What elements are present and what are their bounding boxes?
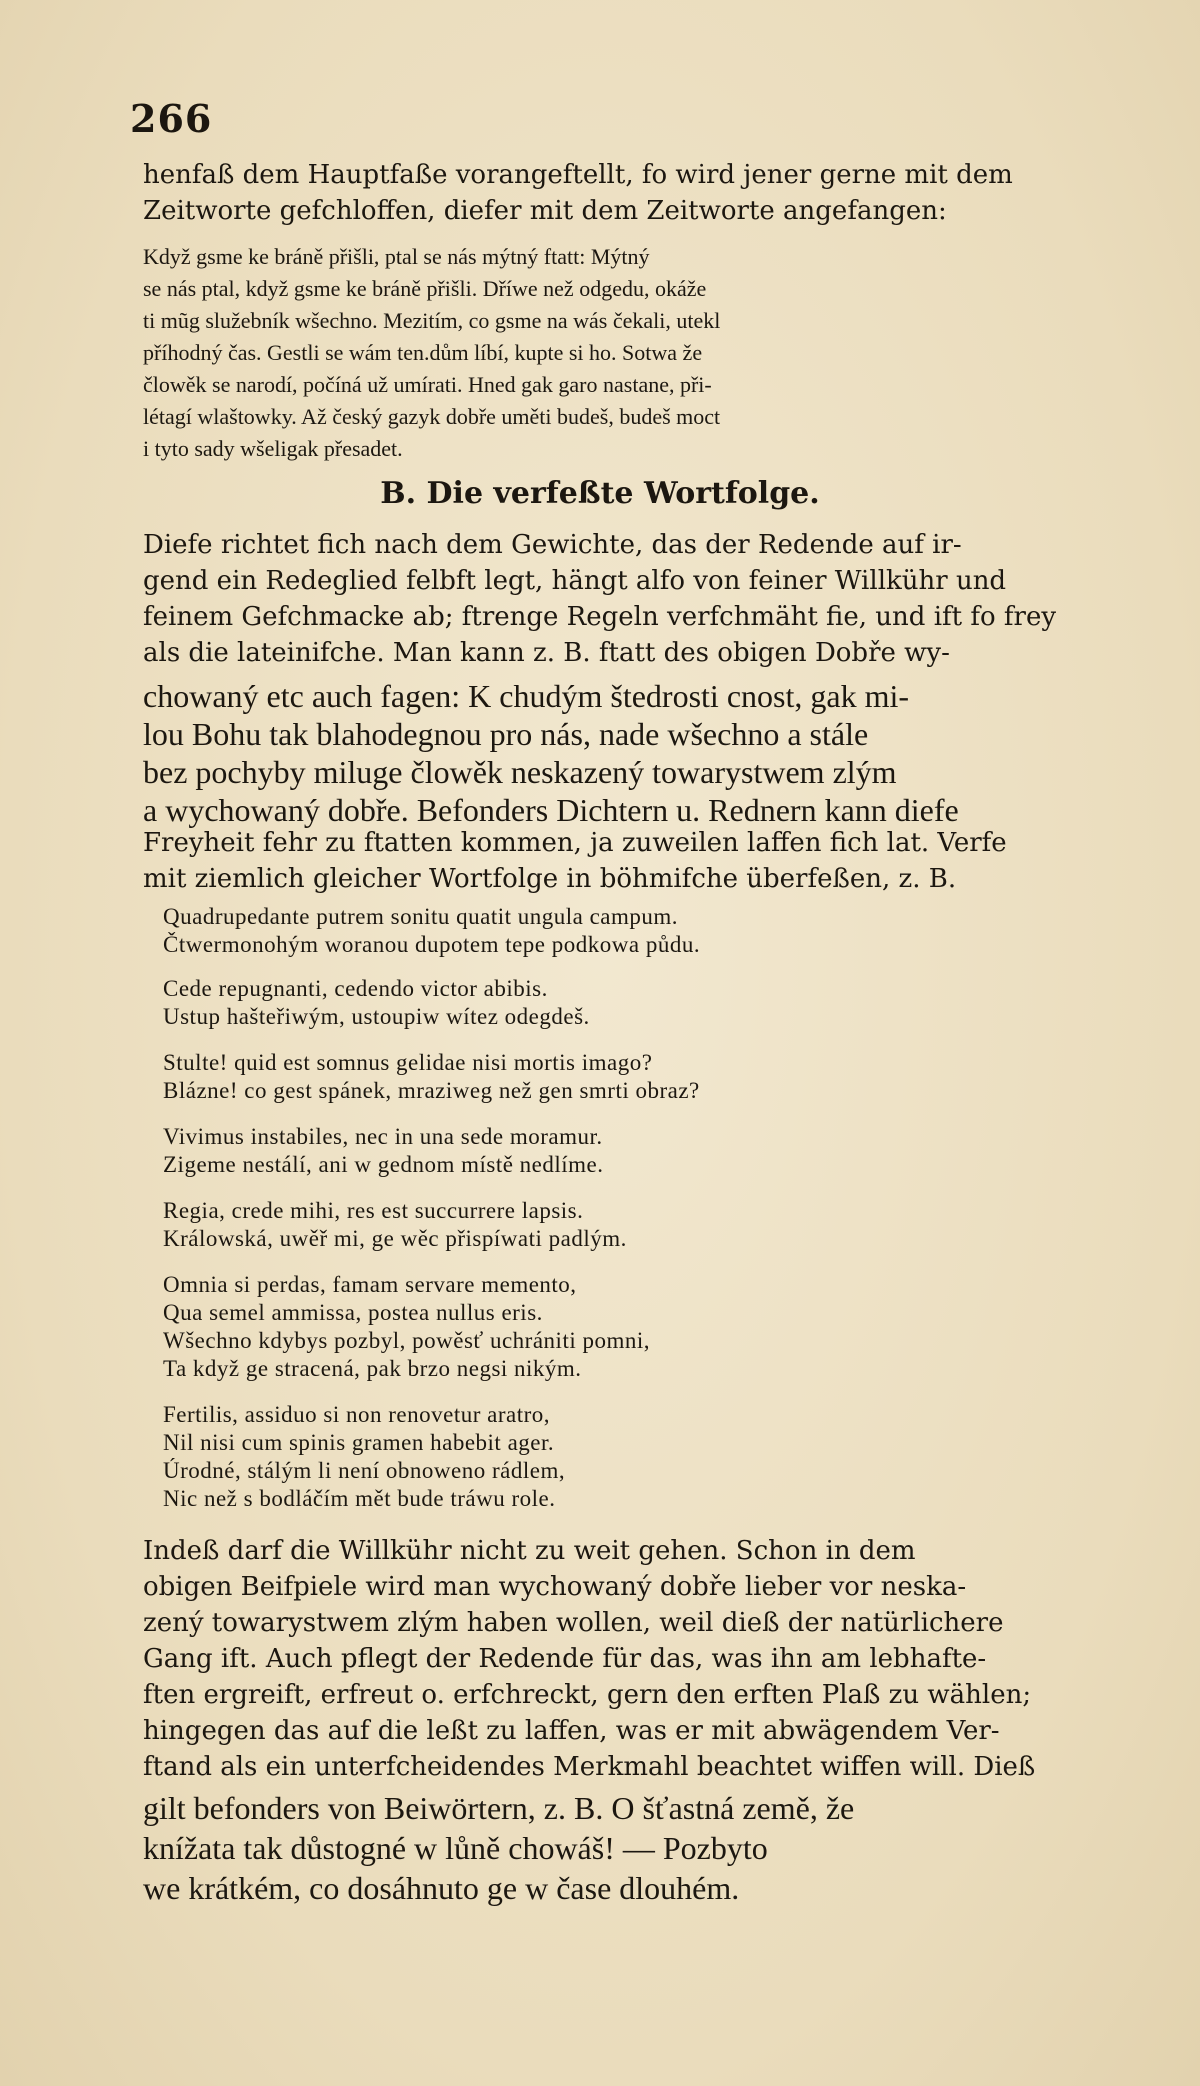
- verse-line: Úrodné, stálým li není obnoweno rádlem,: [163, 1458, 566, 1483]
- verse-line: Ta když ge stracená, pak brzo negsi nikým.: [163, 1356, 582, 1381]
- verse-line: Čtwermonohým woranou dupotem tepe podkowa půdu.: [163, 932, 701, 957]
- verse-line: Qua semel ammissa, postea nullus eris.: [163, 1300, 543, 1325]
- verse-line: Omnia si perdas, famam servare memento,: [163, 1272, 577, 1297]
- paragraph-line: gend ein Redeglied felbft legt, hängt alfo von feiner Willkühr und: [143, 566, 1007, 596]
- paragraph-line: mit ziemlich gleicher Wortfolge in böhmifche überfeßen, z. B.: [143, 864, 957, 894]
- czech-example-line: se nás ptal, když gsme ke bráně přišli. Dříwe než odgedu, okáže: [143, 276, 707, 301]
- czech-example-line: člowěk se narodí, počíná už umírati. Hned gak garo nastane, při-: [143, 372, 712, 397]
- verse-line: Fertilis, assiduo si non renovetur aratro,: [163, 1402, 551, 1427]
- paragraph-line: bez pochyby miluge člowěk neskazený towarystwem zlým: [143, 754, 897, 790]
- paragraph-line: Freyheit fehr zu ftatten kommen, ja zuweilen laffen fich lat. Verfe: [143, 828, 1007, 858]
- paragraph-line: feinem Gefchmacke ab; ftrenge Regeln verfchmäht fie, und ift fo frey: [143, 602, 1057, 632]
- section-heading: B. Die verfeßte Wortfolge.: [380, 476, 820, 511]
- paragraph-line: Indeß darf die Willkühr nicht zu weit gehen. Schon in dem: [143, 1536, 916, 1566]
- verse-line: Nic než s bodláčím mět bude tráwu role.: [163, 1486, 556, 1511]
- verse-line: Ustup hašteřiwým, ustoupiw wítez odegdeš.: [163, 1004, 590, 1029]
- czech-example-line: Když gsme ke bráně přišli, ptal se nás mýtný ftatt: Mýtný: [143, 244, 650, 269]
- verse-line: Vivimus instabiles, nec in una sede moramur.: [163, 1124, 603, 1149]
- paragraph-line: lou Bohu tak blahodegnou pro nás, nade wšechno a stále: [143, 716, 869, 752]
- verse-line: Cede repugnanti, cedendo victor abibis.: [163, 976, 548, 1001]
- verse-line: Stulte! quid est somnus gelidae nisi mortis imago?: [163, 1050, 653, 1075]
- verse-line: Zigeme nestálí, ani w gednom místě nedlíme.: [163, 1152, 604, 1177]
- intro-line: Zeitworte gefchloffen, diefer mit dem Zeitworte angefangen:: [143, 196, 947, 226]
- paragraph-line: ftand als ein unterfcheidendes Merkmahl beachtet wiffen will. Dieß: [143, 1752, 1036, 1782]
- czech-example-line: létagí wlaštowky. Až český gazyk dobře uměti budeš, budeš moct: [143, 404, 721, 429]
- paragraph-line: we krátkém, co dosáhnuto ge w čase dlouhém.: [143, 1870, 740, 1906]
- verse-line: Wšechno kdybys pozbyl, powěsť uchrániti pomni,: [163, 1328, 650, 1353]
- paragraph-line: Diefe richtet fich nach dem Gewichte, das der Redende auf ir-: [143, 530, 962, 560]
- paragraph-line: Gang ift. Auch pflegt der Redende für das, was ihn am lebhafte-: [143, 1644, 987, 1674]
- verse-line: Blázne! co gest spánek, mraziweg než gen smrti obraz?: [163, 1078, 700, 1103]
- intro-line: henfaß dem Hauptfaße vorangeftellt, fo wird jener gerne mit dem: [143, 160, 1013, 190]
- czech-example-line: příhodný čas. Gestli se wám ten.dům líbí, kupte si ho. Sotwa že: [143, 340, 703, 365]
- paragraph-line: zený towarystwem zlým haben wollen, weil dieß der natürlichere: [143, 1608, 1004, 1638]
- paragraph-line: obigen Beifpiele wird man wychowaný dobře lieber vor neska-: [143, 1572, 967, 1602]
- czech-example-line: i tyto sady wšeligak přesadet.: [143, 436, 403, 461]
- verse-line: Regia, crede mihi, res est succurrere lapsis.: [163, 1198, 584, 1223]
- paragraph-line: ften ergreift, erfreut o. erfchreckt, gern den erften Plaß zu wählen;: [143, 1680, 1032, 1710]
- paragraph-line: gilt befonders von Beiwörtern, z. B. O šťastná země, že: [143, 1790, 855, 1826]
- paragraph-line: als die lateinifche. Man kann z. B. ftatt des obigen Dobře wy-: [143, 638, 950, 668]
- paragraph-line: knížata tak důstogné w lůně chowáš! — Pozbyto: [143, 1830, 768, 1866]
- verse-line: Králowská, uwěř mi, ge wěc přispíwati padlým.: [163, 1226, 627, 1251]
- czech-example-line: ti mũg služebník wšechno. Mezitím, co gsme na wás čekali, utekl: [143, 308, 721, 333]
- paragraph-line: chowaný etc auch fagen: K chudým štedrosti cnost, gak mi-: [143, 678, 909, 714]
- paragraph-line: hingegen das auf die leßt zu laffen, was er mit abwägendem Ver-: [143, 1716, 1000, 1746]
- verse-line: Nil nisi cum spinis gramen habebit ager.: [163, 1430, 555, 1455]
- paragraph-line: a wychowaný dobře. Befonders Dichtern u. Rednern kann diefe: [143, 792, 959, 828]
- verse-line: Quadrupedante putrem sonitu quatit ungula campum.: [163, 904, 679, 929]
- page-number: 266: [130, 96, 213, 141]
